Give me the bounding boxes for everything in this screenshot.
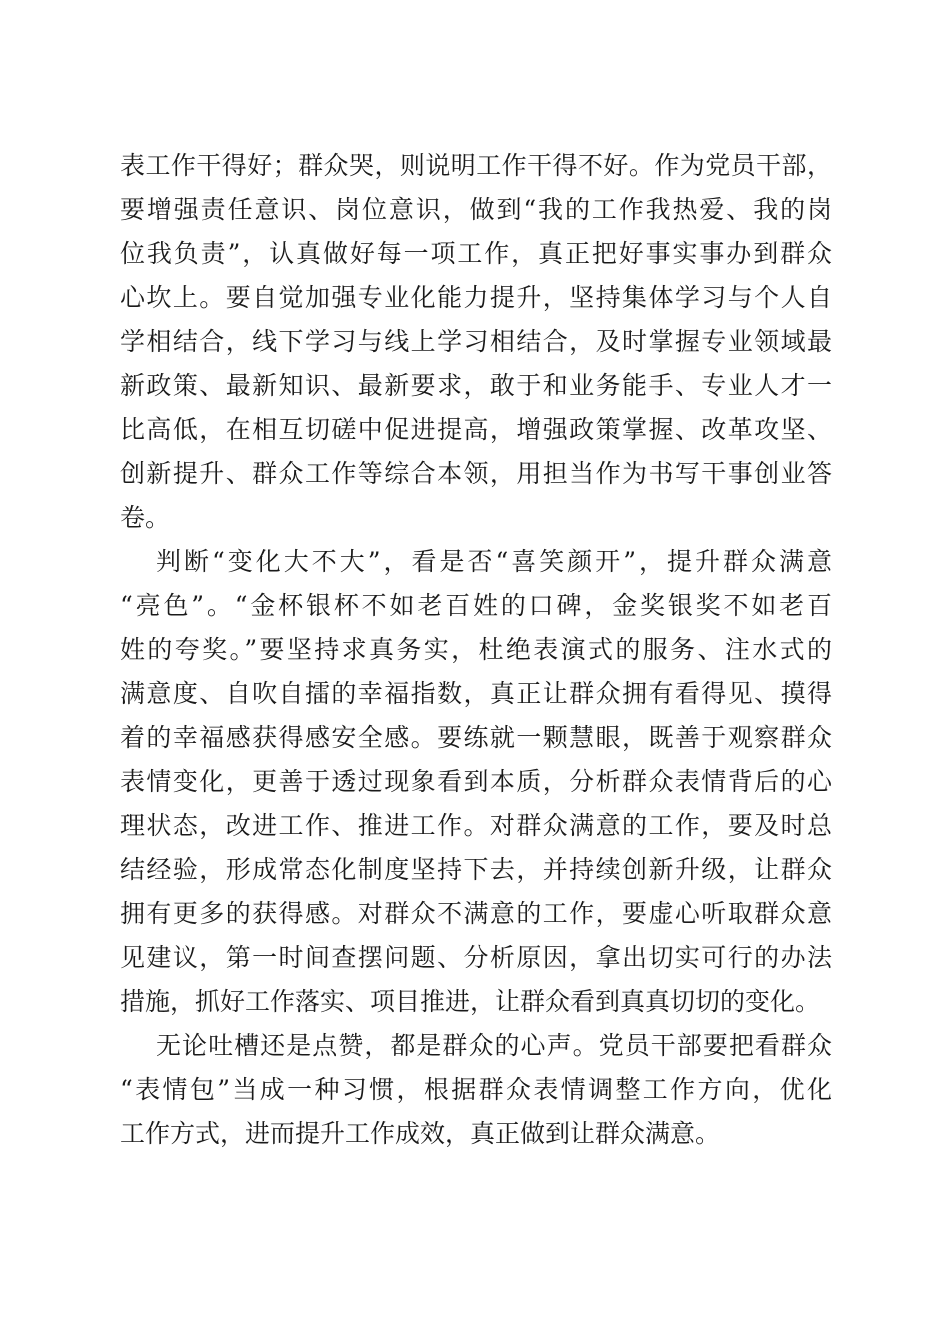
paragraph-line: 拥有更多的获得感。对群众不满意的工作，要虚心听取群众意 (120, 899, 832, 928)
paragraph-line: 学相结合，线下学习与线上学习相结合，及时掌握专业领域最 (120, 327, 832, 356)
paragraph-line: 无论吐槽还是点赞，都是群众的心声。党员干部要把看群众 (156, 1031, 832, 1060)
paragraph-line: 新政策、最新知识、最新要求，敢于和业务能手、专业人才一 (120, 371, 832, 400)
paragraph-line: 表情变化，更善于透过现象看到本质，分析群众表情背后的心 (120, 767, 832, 796)
paragraph-line: 姓的夸奖。”要坚持求真务实，杜绝表演式的服务、注水式的 (120, 635, 832, 664)
paragraph-line: 判断“变化大不大”，看是否“喜笑颜开”，提升群众满意 (156, 547, 832, 576)
paragraph-line: 要增强责任意识、岗位意识，做到“我的工作我热爱、我的岗 (120, 195, 832, 224)
paragraph-line: 着的幸福感获得感安全感。要练就一颗慧眼，既善于观察群众 (120, 723, 832, 752)
document-body (120, 144, 832, 1156)
paragraph-line: “亮色”。“金杯银杯不如老百姓的口碑，金奖银奖不如老百 (120, 591, 832, 620)
paragraph-line: 理状态，改进工作、推进工作。对群众满意的工作，要及时总 (120, 811, 832, 840)
paragraph-line: 结经验，形成常态化制度坚持下去，并持续创新升级，让群众 (120, 855, 832, 884)
paragraph-1 (120, 144, 832, 540)
paragraph-line: 见建议，第一时间查摆问题、分析原因，拿出切实可行的办法 (120, 943, 832, 972)
paragraph-line: 措施，抓好工作落实、项目推进，让群众看到真真切切的变化。 (120, 987, 821, 1016)
paragraph-line: 表工作干得好；群众哭，则说明工作干得不好。作为党员干部， (120, 151, 832, 180)
paragraph-3 (120, 1024, 832, 1156)
paragraph-line: 位我负责”，认真做好每一项工作，真正把好事实事办到群众 (120, 239, 832, 268)
paragraph-line: 比高低，在相互切磋中促进提高，增强政策掌握、改革攻坚、 (120, 415, 832, 444)
paragraph-line: 卷。 (120, 503, 171, 532)
paragraph-line: 创新提升、群众工作等综合本领，用担当作为书写干事创业答 (120, 459, 832, 488)
paragraph-line: 满意度、自吹自擂的幸福指数，真正让群众拥有看得见、摸得 (120, 679, 832, 708)
paragraph-line: 心坎上。要自觉加强专业化能力提升，坚持集体学习与个人自 (120, 283, 832, 312)
paragraph-2 (120, 540, 832, 1024)
paragraph-line: “表情包”当成一种习惯，根据群众表情调整工作方向，优化 (120, 1075, 832, 1104)
paragraph-line: 工作方式，进而提升工作成效，真正做到让群众满意。 (120, 1119, 721, 1148)
